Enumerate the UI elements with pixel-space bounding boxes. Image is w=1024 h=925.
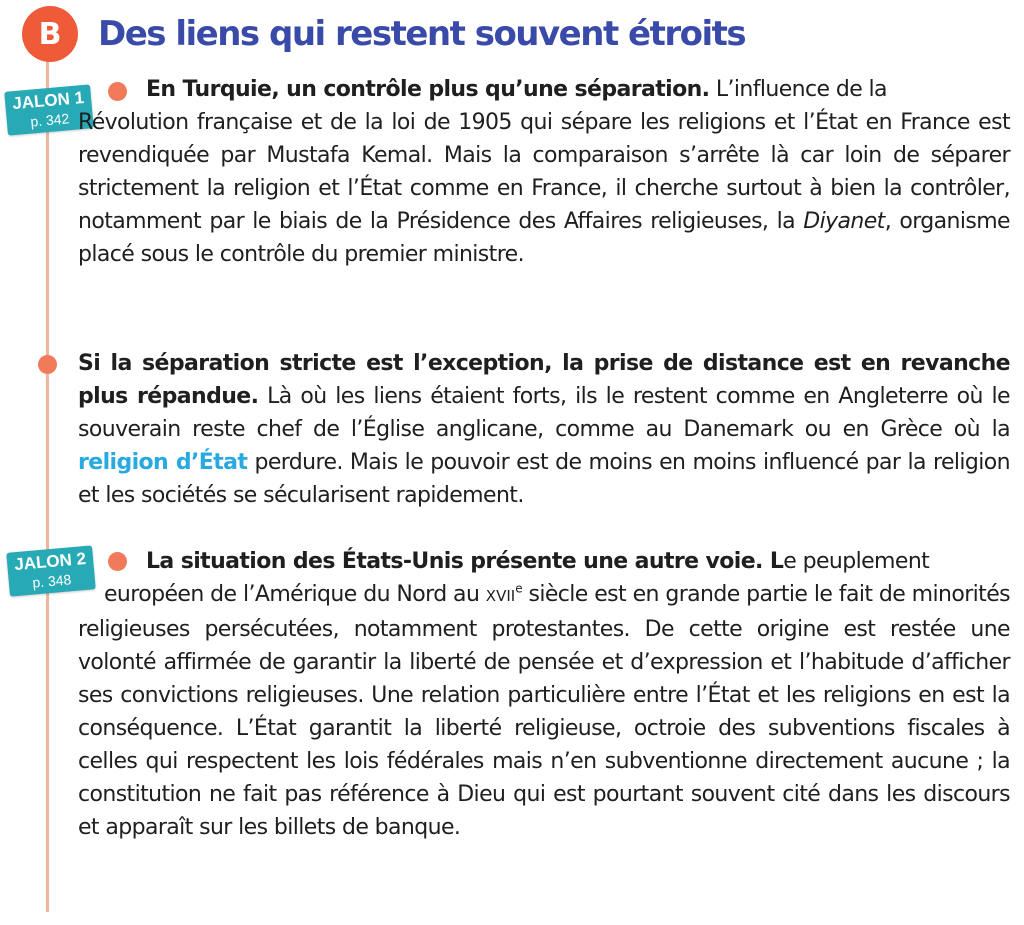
paragraph-text: e peuplement [783,549,930,574]
paragraph-italic-term: Diyanet [803,209,885,234]
section-header [22,6,745,62]
paragraph-etats-unis [78,545,1010,844]
section-title: Des liens qui restent souvent étroits [98,14,746,54]
glossary-term-link[interactable]: religion d’État [78,450,248,475]
jalon-label: JALON 2 [13,548,87,575]
paragraph-lead: En Turquie, un contrôle plus qu’une séparation. [146,77,710,102]
paragraph-text: Révolution française et de la loi de 1905 qui sépare les religions et l’État en France est revendiquée par Mustafa Kemal. Mais la comparaison s’arrête là car loin de séparer strictement la religion et l’État comme en France, il cherche surtout à bien la contrôler, notamment par le biais de la Présidence des Affaires religieuses, la [78,110,1010,234]
paragraph-text: perdure. Mais le pouvoir est de moins en moins influencé par la religion et les sociétés se sécularisent rapidement. [78,450,1011,508]
section-badge: B [22,6,78,62]
paragraph-text: , organisme placé sous le contrôle du premier ministre. [78,209,1010,267]
paragraph-turquie [78,73,1010,271]
paragraph-lead: Si la séparation stricte est l’exception, la prise de distance est en revanche plus répandue. [78,351,1010,409]
paragraph-text: siècle est en grande partie le fait de minorités religieuses persécutées, notamment protestantes. De cette origine est restée une volonté affirmée de garantir la liberté de pensée et d’expression et l’habitude d’afficher ses convictions religieuses. Une relation particulière entre l’État et les religions en est la conséquence. L’État garantit la liberté religieuse, octroie des subventions fiscales à celles qui respectent les lois fédérales mais n’en subventionne directement aucune ; la constitution ne fait pas référence à Dieu qui est pourtant souvent cité dans les discours et apparaît sur les billets de banque. [78,582,1010,840]
timeline-line [46,52,49,912]
bullet-dot [38,355,57,374]
paragraph-first-line [78,545,1010,578]
jalon-page-ref: p. 348 [31,571,72,591]
jalon-page-ref: p. 342 [29,110,70,130]
paragraph-text: Là où les liens étaient forts, ils le restent comme en Angleterre où le souverain reste chef de l’Église anglicane, comme au Danemark ou en Grèce où la [78,384,1010,442]
paragraph-distance [78,347,1010,512]
century-numeral: XVII [485,587,516,605]
century-sup: e [515,581,522,596]
paragraph-text: L’influence de la [709,77,887,102]
jalon-label: JALON 1 [11,87,85,114]
paragraph-lead: La situation des États-Unis présente une autre voie. L [146,549,784,574]
paragraph-text: européen de l’Amérique du Nord au [104,582,486,607]
paragraph-first-line [78,73,1010,106]
